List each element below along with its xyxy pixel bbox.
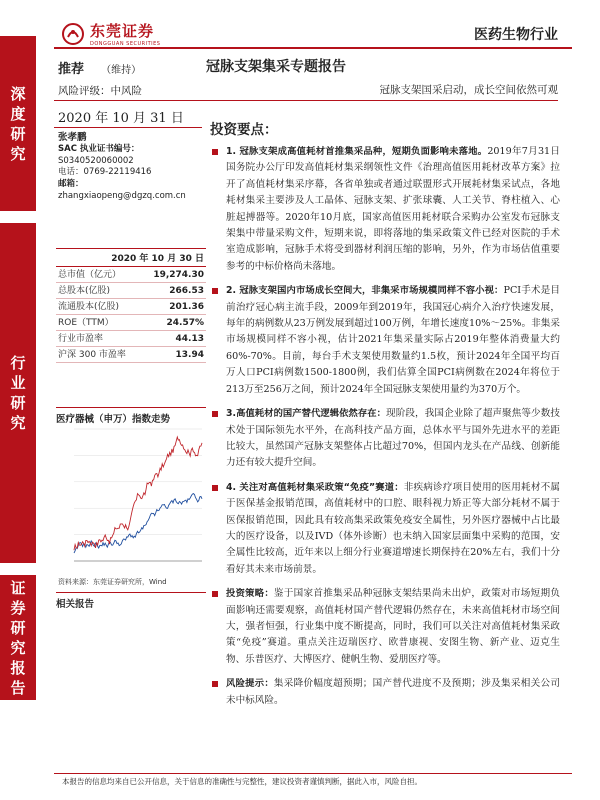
- analyst-name: 张孝鹏: [58, 132, 87, 143]
- key-point: [208, 283, 560, 398]
- chart-series-benchmark: [74, 494, 202, 553]
- key-data-label: ROE（TTM）: [56, 315, 141, 331]
- rating: [58, 58, 141, 77]
- key-point-lead: 4. 关注对高值耗材集采政策“免疫”赛道：: [226, 481, 404, 493]
- logo-emblem-icon: [62, 23, 84, 45]
- key-data-row: [56, 347, 206, 363]
- chart-series-index: [74, 437, 202, 550]
- key-data-value: 24.57%: [141, 315, 206, 331]
- key-point-text: 鉴于国家首推集采品种冠脉支架结果尚未出炉，政策对市场短期负面影响还需要观察，高值耗材国产替代逻辑仍然存在，未来高值耗材市场空间大，强者恒强，行业集中度不断提高，同时，我们可以关注对高值耗材集采政策“免疫”赛道。重点关注迈瑞医疗、欧普康视、安图生物、新产业、迈克生物、乐普医疗、大博医疗、健帆生物、爱朋医疗等。: [226, 588, 560, 665]
- key-data-row: [56, 299, 206, 315]
- bullet-icon: [212, 591, 218, 597]
- industry-label: 医药生物行业: [474, 27, 558, 43]
- chart-title: 医疗器械（申万）指数走势: [56, 407, 206, 425]
- header-divider: [54, 47, 572, 49]
- company-logo: [62, 20, 160, 47]
- sidebar-block-securities-report: [0, 575, 36, 700]
- analyst-phone: 电话：0769-22119416: [58, 167, 152, 178]
- key-data-label: 行业市盈率: [56, 331, 141, 347]
- footer-divider: [54, 773, 572, 774]
- logo-name-en: DONGGUAN SECURITIES: [90, 41, 161, 47]
- key-point-text: PCI手术是目前治疗冠心病主流手段，2009年到2019年，我国冠心病介入治疗快速发展，每年的病例数从23万例发展到超过100万例，年增长速度10%～25%。非集采市场规模同样不容小视，估计2021年集采量实际占2019年整体消费量大约60%-70%。目前，每台手术支架使用数量约1.5枚，预计2024年全国平均百万人口PCI病例数1500-1800例，我们估算全国PCI病例数在2024年将位于213万至256万之间，预计2024年全国冠脉支架使用量约为370万个。: [226, 285, 560, 395]
- key-data-value: 44.13: [141, 331, 206, 347]
- license-number: S0340520060002: [58, 155, 134, 166]
- key-point-text: 2019年7月31日国务院办公厅印发高值耗材集采纲领性文件《治理高值医用耗材改革方案》拉开了高值耗材集采序幕，各省单独或者通过联盟形式开展耗材集采试点，各地耗材集采主要涉及人工晶体、冠脉支架、扩张球囊、人工关节、脊柱植入、心脏起搏器等。2020年10月底，国家高值医用耗材联合采购办公室发布冠脉支架集中带量采购文件，短期来说，即将落地的集采政策文件已经对医院的手术室造成影响，冠脉手术将受到器材利润压缩的影响，另外，作为市场估值重要参考的中标价格尚未落地。: [226, 146, 560, 272]
- index-trend-chart: [56, 423, 206, 573]
- rating-change: （维持）: [101, 65, 142, 76]
- key-data-label: 总股本(亿股): [56, 283, 141, 299]
- sidebar-block-industry-research: [0, 223, 36, 563]
- key-data-row: [56, 267, 206, 283]
- key-data-row: [56, 331, 206, 347]
- key-points-heading: 投资要点：: [210, 122, 278, 138]
- key-data-label: 总市值（亿元）: [56, 267, 141, 283]
- key-point-lead: 风险提示：: [226, 678, 274, 690]
- key-data-value: 19,274.30: [141, 267, 206, 283]
- chart-source: 资料来源：东莞证券研究所，Wind: [58, 578, 167, 586]
- key-point-lead: 投资策略：: [226, 588, 274, 600]
- report-date: 2020 年 10 月 31 日: [58, 111, 184, 126]
- key-data-label: 流通股本(亿股): [56, 299, 141, 315]
- rating-label: 推荐: [58, 62, 85, 77]
- key-point: [208, 144, 560, 275]
- key-data-date: 2020 年 10 月 30 日: [56, 249, 206, 267]
- sidebar-label-1: 深度研究: [10, 84, 26, 163]
- key-data-value: 13.94: [141, 347, 206, 363]
- logo-name: 东莞证券: [90, 22, 155, 40]
- key-point-text: 集采降价幅度超预期；国产替代进度不及预期；涉及集采相关公司未中标风险。: [226, 678, 560, 706]
- report-title: 冠脉支架集采专题报告: [206, 59, 346, 75]
- key-point: [208, 480, 560, 578]
- key-data-row: [56, 315, 206, 331]
- email-label: 邮箱：: [58, 179, 84, 190]
- title-divider: [54, 100, 558, 101]
- key-point-text: 现阶段，我国企业除了超声聚焦等少数技术处于国际领先水平外，在高科技产品方面，总体水平与国外先进水平的差距比较大，虽然国产冠脉支架整体占比超过70%，但国内龙头在产品线、创新能力还有较大提升空间。: [226, 408, 560, 469]
- analyst-info: [58, 132, 186, 203]
- key-point: [208, 676, 560, 709]
- sidebar: [0, 0, 36, 800]
- sidebar-block-deep-research: [0, 36, 36, 211]
- bullet-icon: [212, 485, 218, 491]
- disclaimer: 本报告的信息均来自已公开信息，关于信息的准确性与完整性，建议投资者谨慎判断，据此入市，风险自担。: [62, 777, 422, 786]
- key-point-lead: 1. 冠脉支架成高值耗材首推集采品种，短期负面影响未落地。: [226, 146, 488, 157]
- bullet-icon: [212, 149, 218, 155]
- sidebar-label-3: 证券研究报告: [10, 578, 26, 697]
- key-data-value: 266.53: [141, 283, 206, 299]
- sidebar-label-2: 行业研究: [10, 354, 26, 432]
- risk-rating: 风险评级：中风险: [58, 85, 142, 97]
- key-point: [208, 586, 560, 668]
- analyst-email[interactable]: zhangxiaopeng@dgzq.com.cn: [58, 190, 186, 201]
- key-point-lead: 3.高值耗材的国产替代逻辑依然存在：: [226, 408, 387, 420]
- key-data-row: [56, 283, 206, 299]
- bullet-icon: [212, 288, 218, 294]
- bullet-icon: [212, 681, 218, 687]
- report-subtitle: 冠脉支架国采启动，成长空间依然可观: [379, 84, 558, 96]
- bullet-icon: [212, 411, 218, 417]
- key-point-text: 非疾病诊疗项目使用的医用耗材不属于医保基金报销范围，高值耗材中的口腔、眼科视力矫正等大部分耗材不属于医保报销范围，因此具有较高集采政策免疫安全属性，另外医疗器械中占比最大的医疗设备，以及IVD（体外诊断）也未纳入国家层面集中采购的范围，安全属性比较高，近年来以上细分行业赛道增速长期保持在20%左右，我们十分看好其未来市场前景。: [226, 481, 560, 575]
- key-data-label: 沪深 300 市盈率: [56, 347, 141, 363]
- license-label: SAC 执业证书编号：: [58, 143, 140, 154]
- key-data-value: 201.36: [141, 299, 206, 315]
- date-divider: [54, 127, 202, 128]
- key-points-list: [208, 144, 560, 717]
- key-point: [208, 406, 560, 472]
- related-reports-heading: 相关报告: [56, 592, 206, 610]
- key-data-table: [56, 248, 206, 363]
- key-point-lead: 2. 冠脉支架国内市场成长空间大，非集采市场规模同样不容小视：: [226, 285, 504, 297]
